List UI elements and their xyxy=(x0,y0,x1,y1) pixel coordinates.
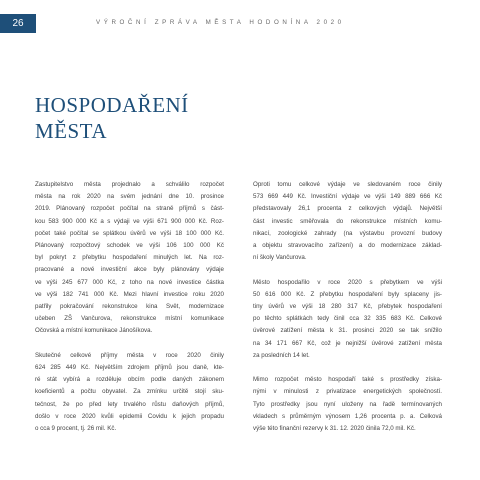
body-text-line: kou 583 900 000 Kč a s výdaji ve výši 671 900 000 Kč. Roz- xyxy=(35,217,224,225)
body-text-line: nikací, zoologické zahrady (na výstavbu provozní budovy xyxy=(253,229,442,237)
body-text-line: ré stát vybírá a rozděluje obcím podle daných zákonem xyxy=(35,376,224,384)
body-text-line: za posledních 14 let. xyxy=(253,351,310,359)
body-text-line: ve výši 245 677 000 Kč, z toho na nové investice částka xyxy=(35,278,224,286)
body-text-line: tiny úvěrů ve výši 18 280 317 Kč, přebytek hospodaření xyxy=(253,303,442,311)
body-text-line: vkladech s průměrným výnosem 1,26 procenta p. a. Celková xyxy=(253,412,442,420)
body-text-line: a objektu stravovacího zařízení) a do modernizace základ- xyxy=(253,242,442,250)
body-text-line: pracované a nové investiční akce byly plánovány výdaje xyxy=(35,266,224,274)
body-text-line: Očovská a místní komunikace Jánošíkova. xyxy=(35,327,153,335)
body-text-line: počet také počítal se splátkou úvěrů ve výši 18 100 000 Kč. xyxy=(35,229,224,237)
body-text-line: byl pokryt z přebytku hospodaření minulých let. Na roz- xyxy=(35,254,224,262)
body-text-line: patřily pokračování rekonstrukce kina Svět, modernizace xyxy=(35,303,224,311)
body-text-line: 573 669 449 Kč. Investiční výdaje ve výši 149 889 666 Kč xyxy=(253,193,442,201)
left-text-column xyxy=(35,179,224,435)
right-text-column xyxy=(253,179,442,435)
page-number: 26 xyxy=(0,14,36,33)
body-text-line: 50 616 000 Kč. Z přebytku hospodaření byly splaceny jis- xyxy=(253,290,442,298)
body-text-line: představovaly 26,1 procenta z celkových výdajů. Největší xyxy=(253,205,442,213)
page-title-line: MĚSTA xyxy=(35,119,107,143)
body-text-line: nými v minulosti z privatizace energetických společností. xyxy=(253,388,442,396)
body-text-line: Oproti tomu celkové výdaje ve sledovaném roce činily xyxy=(253,181,442,188)
body-text-line: ní školy Vančurova. xyxy=(253,254,307,262)
body-text-line: tečnost, že po před lety trvalého růstu daňových příjmů, xyxy=(35,400,224,408)
body-text-line: Skutečné celkové příjmy města v roce 2020 činily xyxy=(35,351,224,359)
body-text-line: došlo v roce 2020 kvůli epidemii Covidu k jejich propadu xyxy=(35,412,224,420)
body-text-line: města na rok 2020 na svém jednání dne 10. prosince xyxy=(35,193,224,201)
body-text-line: ve výši 182 741 000 Kč. Mezi hlavní investice roku 2020 xyxy=(35,290,224,298)
paragraph-gap xyxy=(253,264,442,276)
body-text-line: učeben ZŠ Vančurova, rekonstrukce místní komunikace xyxy=(35,315,224,323)
page-title-line: HOSPODAŘENÍ xyxy=(35,93,189,117)
body-text-line: Tyto prostředky jsou nyní uloženy na řadě termínovaných xyxy=(253,400,442,408)
body-text-line: Město hospodařilo v roce 2020 s přebytkem ve výši xyxy=(253,278,442,286)
running-head: VÝROČNÍ ZPRÁVA MĚSTA HODONÍNA 2020 xyxy=(96,19,345,26)
body-text-line: 624 285 449 Kč. Největším zdrojem příjmů jsou daně, kte- xyxy=(35,364,224,372)
body-text-line: koeficientů a počtu obyvatel. Za zmínku určitě stojí sku- xyxy=(35,388,224,396)
body-text-line: na 34 171 667 Kč, což je nejnižší úvěrové zatížení města xyxy=(253,339,442,347)
body-text-line: o cca 9 procent, tj. 26 mil. Kč. xyxy=(35,425,117,433)
body-text-line: část investic směřovala do rekonstrukce místních komu- xyxy=(253,217,442,225)
body-text-line: Mimo rozpočet město hospodaří také s prostředky získa- xyxy=(253,376,442,384)
body-text-line: úvěrové zatížení města k 31. prosinci 2020 se tak snížilo xyxy=(253,327,442,335)
body-text-line: Plánovaný rozpočtový schodek ve výši 106 100 000 Kč xyxy=(35,242,224,250)
body-text-line: 2019. Plánovaný rozpočet počítal na straně příjmů s část- xyxy=(35,205,224,213)
paragraph-gap xyxy=(253,362,442,374)
body-text-line: výše této finanční rezervy k 31. 12. 2020 činila 72,0 mil. Kč. xyxy=(253,425,416,433)
paragraph-gap xyxy=(35,338,224,350)
page-title xyxy=(35,92,295,144)
body-text-line: Zastupitelstvo města projednalo a schválilo rozpočet xyxy=(35,181,224,188)
body-text-line: po těchto splátkách tedy činil cca 32 335 683 Kč. Celkové xyxy=(253,315,442,323)
